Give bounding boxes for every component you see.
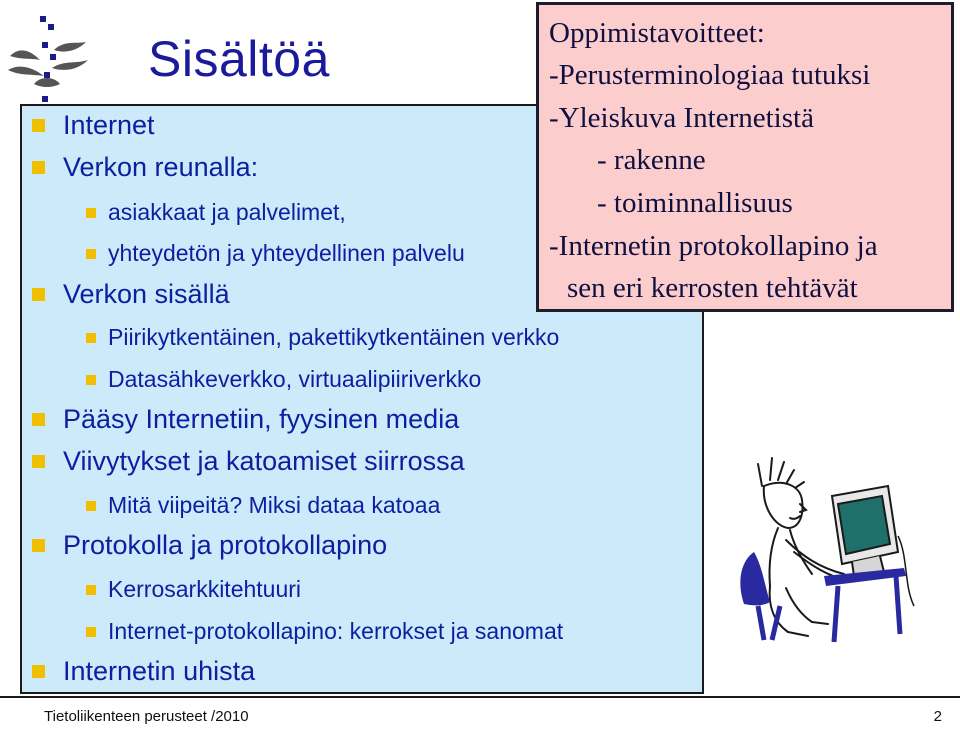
- bullet-text: Internet-protokollapino: kerrokset ja sanomat: [108, 618, 564, 644]
- bullet-text: Verkon sisällä: [63, 279, 230, 309]
- bullet-text: Mitä viipeitä? Miksi dataa katoaa: [108, 492, 441, 518]
- objective-line: -Yleiskuva Internetistä: [549, 102, 814, 134]
- bullet-item: [32, 152, 258, 183]
- person-at-computer-illustration-icon: [728, 456, 928, 646]
- bullet-text: Pääsy Internetiin, fyysinen media: [63, 404, 460, 434]
- bullet-marker-icon: [86, 627, 96, 637]
- slide-footer: [0, 696, 960, 730]
- bullet-item: [32, 110, 155, 141]
- bullet-text: Protokolla ja protokollapino: [63, 530, 388, 560]
- bullet-marker-icon: [32, 119, 45, 132]
- sub-bullet-item: [86, 576, 301, 603]
- bullet-text: asiakkaat ja palvelimet,: [108, 199, 346, 225]
- objective-line: - rakenne: [597, 144, 706, 176]
- bullet-marker-icon: [32, 288, 45, 301]
- bullet-marker-icon: [86, 208, 96, 218]
- bullet-item: [32, 404, 459, 435]
- bullet-marker-icon: [86, 585, 96, 595]
- bullet-text: Viivytykset ja katoamiset siirrossa: [63, 446, 465, 476]
- bullet-text: Verkon reunalla:: [63, 152, 259, 182]
- objective-line: sen eri kerrosten tehtävät: [567, 272, 858, 304]
- bullet-item: [32, 530, 387, 561]
- bullet-text: yhteydetön ja yhteydellinen palvelu: [108, 240, 465, 266]
- bullet-marker-icon: [32, 413, 45, 426]
- bullet-marker-icon: [86, 501, 96, 511]
- learning-objectives-box: [536, 2, 954, 312]
- sub-bullet-item: [86, 324, 559, 351]
- sub-bullet-item: [86, 240, 465, 267]
- bullet-marker-icon: [86, 375, 96, 385]
- bullet-text: Datasähkeverkko, virtuaalipiiriverkko: [108, 366, 482, 392]
- university-logo-icon: [4, 14, 90, 110]
- bullet-marker-icon: [32, 455, 45, 468]
- objective-line: -Internetin protokollapino ja: [549, 230, 878, 262]
- bullet-text: Internetin uhista: [63, 656, 256, 686]
- footer-course-label: Tietoliikenteen perusteet /2010: [44, 708, 249, 725]
- slide-title: Sisältöä: [148, 31, 330, 87]
- bullet-marker-icon: [32, 665, 45, 678]
- sub-bullet-item: [86, 366, 481, 393]
- objectives-heading: Oppimistavoitteet:: [549, 17, 765, 49]
- bullet-marker-icon: [86, 333, 96, 343]
- bullet-marker-icon: [86, 249, 96, 259]
- bullet-text: Internet: [63, 110, 155, 140]
- bullet-item: [32, 446, 465, 477]
- objective-line: -Perusterminologiaa tutuksi: [549, 59, 871, 91]
- bullet-text: Piirikytkentäinen, pakettikytkentäinen verkko: [108, 324, 560, 350]
- bullet-item: [32, 656, 255, 687]
- bullet-marker-icon: [32, 539, 45, 552]
- objective-line: - toiminnallisuus: [597, 187, 793, 219]
- bullet-marker-icon: [32, 161, 45, 174]
- sub-bullet-item: [86, 492, 440, 519]
- sub-bullet-item: [86, 618, 563, 645]
- bullet-item: [32, 279, 230, 310]
- footer-page-number: 2: [933, 708, 942, 725]
- bullet-text: Kerrosarkkitehtuuri: [108, 576, 302, 602]
- sub-bullet-item: [86, 199, 346, 226]
